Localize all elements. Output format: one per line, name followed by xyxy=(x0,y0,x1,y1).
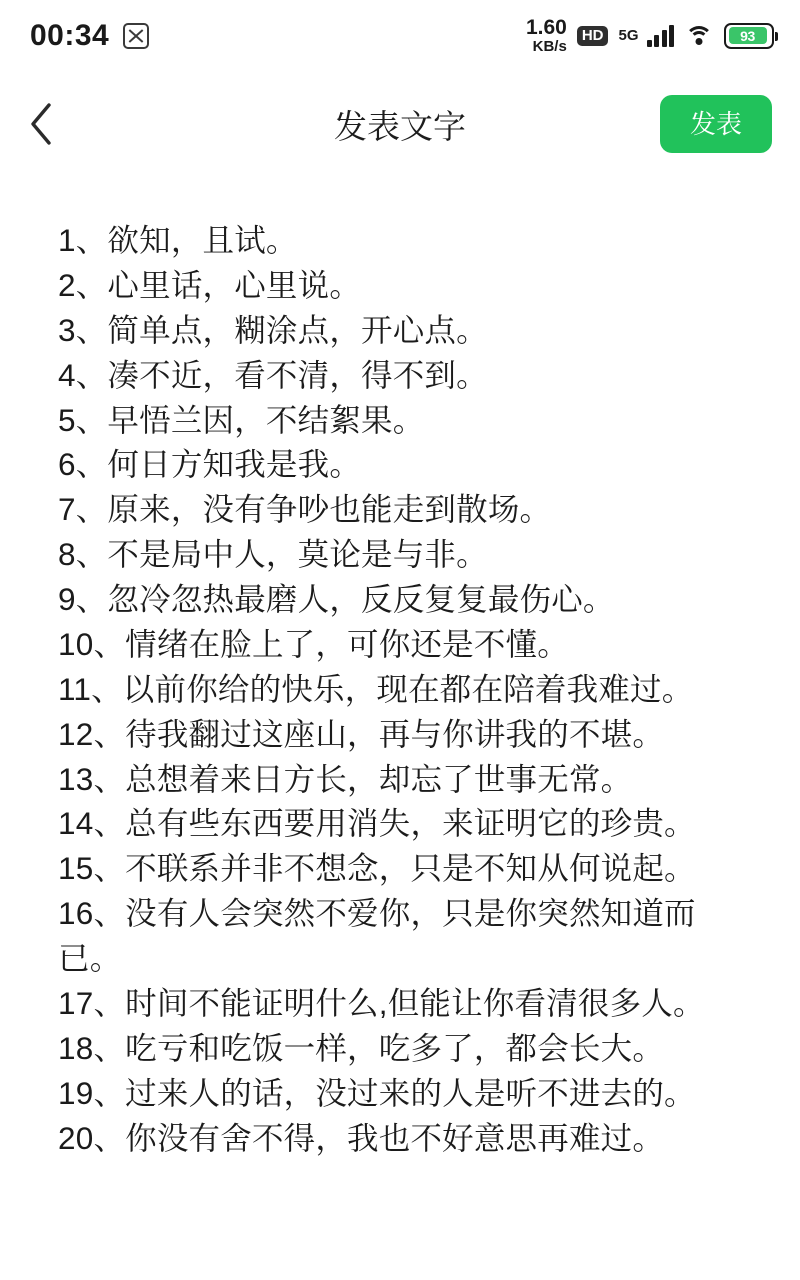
wifi-icon xyxy=(684,24,714,48)
text-line[interactable]: 3、简单点，糊涂点，开心点。 xyxy=(58,311,488,348)
scissors-app-icon xyxy=(123,23,149,49)
text-line[interactable]: 17、时间不能证明什么,但能让你看清很多人。 xyxy=(58,984,705,1021)
network-speed xyxy=(526,17,567,55)
text-line[interactable]: 4、凑不近，看不清，得不到。 xyxy=(58,356,488,393)
chevron-left-icon xyxy=(28,101,54,147)
text-line[interactable]: 8、不是局中人，莫论是与非。 xyxy=(58,536,488,573)
text-line[interactable]: 18、吃亏和吃饭一样，吃多了，都会长大。 xyxy=(58,1029,665,1066)
text-line[interactable]: 7、原来，没有争吵也能走到散场。 xyxy=(58,491,552,528)
text-line-list[interactable] xyxy=(58,218,742,1160)
back-button[interactable] xyxy=(28,93,80,155)
text-editor-area[interactable] xyxy=(0,176,800,1160)
text-line[interactable]: 14、总有些东西要用消失，来证明它的珍贵。 xyxy=(58,805,696,842)
status-bar-right xyxy=(526,17,774,55)
status-bar-left xyxy=(30,19,149,53)
text-line[interactable]: 12、待我翻过这座山，再与你讲我的不堪。 xyxy=(58,715,665,752)
battery-fill xyxy=(729,27,767,44)
status-bar xyxy=(0,0,800,72)
signal-bars-icon xyxy=(647,25,675,47)
page-title: 发表文字 xyxy=(334,107,466,145)
nav-bar xyxy=(0,72,800,176)
text-line[interactable]: 15、不联系并非不想念，只是不知从何说起。 xyxy=(58,850,696,887)
text-line[interactable]: 20、你没有舍不得，我也不好意思再难过。 xyxy=(58,1119,665,1156)
text-line[interactable]: 16、没有人会突然不爱你，只是你突然知道而已。 xyxy=(58,895,696,976)
network-type-label: 5G xyxy=(618,27,639,45)
text-line[interactable]: 13、总想着来日方长，却忘了世事无常。 xyxy=(58,760,633,797)
text-line[interactable]: 19、过来人的话，没过来的人是听不进去的。 xyxy=(58,1074,696,1111)
text-line[interactable]: 11、以前你给的快乐，现在都在陪着我难过。 xyxy=(58,670,694,707)
network-speed-value: 1.60 xyxy=(525,16,567,40)
network-speed-unit: KB/s xyxy=(532,38,567,56)
publish-button[interactable]: 发表 xyxy=(660,95,772,153)
text-line[interactable]: 2、心里话，心里说。 xyxy=(58,266,362,303)
battery-level-label: 93 xyxy=(740,27,756,44)
battery-icon xyxy=(724,23,774,49)
text-line[interactable]: 9、忽冷忽热最磨人，反反复复最伤心。 xyxy=(58,581,615,617)
text-line[interactable]: 5、早悟兰因，不结絮果。 xyxy=(58,401,425,438)
text-line[interactable]: 10、情绪在脸上了，可你还是不懂。 xyxy=(58,625,569,662)
text-line[interactable]: 1、欲知，且试。 xyxy=(58,222,298,258)
text-line[interactable]: 6、何日方知我是我。 xyxy=(58,446,362,483)
hd-badge: HD xyxy=(577,26,609,47)
status-clock: 00:34 xyxy=(30,19,110,52)
